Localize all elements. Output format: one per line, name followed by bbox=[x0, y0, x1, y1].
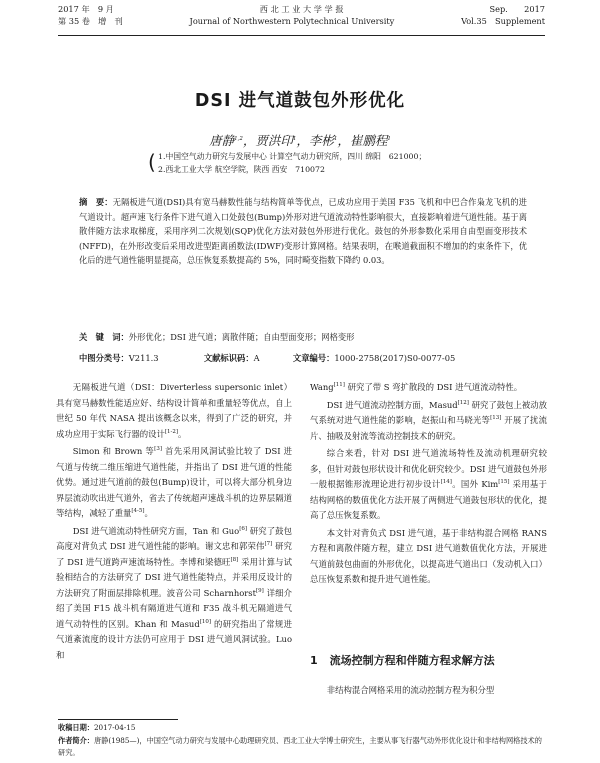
section-title: 流场控制方程和伴随方程求解方法 bbox=[329, 654, 495, 667]
author-bio-label: 作者简介： bbox=[58, 735, 94, 745]
left-paragraph-2: Simon 和 Brown 等[3] 首先采用风洞试验比较了 DSI 进气道与传统二维压缩进气道性能，并指出了 DSI 进气道的性能优势。通过进气道前的鼓包(Bump)设计，可以将大部分机身边界层流动吹出进气道外，省去了传统超声速战斗机的边界层隔道等结构，减轻了重量[4-5]。 bbox=[56, 446, 293, 518]
author-list: 唐静$^{1,2}$，贾洪印$^1$，李彬$^1$，崔鹏程$^1$ bbox=[209, 133, 391, 148]
author-bio-text: 唐静(1985—)，中国空气动力研究与发展中心助理研究员、西北工业大学博士研究生，主要从事飞行器气动外形优化设计和非结构网格技术的研究。 bbox=[58, 735, 542, 757]
keywords-label: 关 键 词： bbox=[79, 332, 129, 342]
affiliation-brace: ( bbox=[148, 150, 156, 174]
header-journal-cn: 西 北 工 业 大 学 学 报 bbox=[259, 4, 344, 14]
header-date: 2017 年 9 月 bbox=[58, 4, 114, 14]
classification-line bbox=[79, 352, 527, 364]
header-journal-en: Journal of Northwestern Polytechnical University bbox=[189, 16, 395, 26]
abstract-text: 无隔板进气道(DSI)具有宽马赫数性能与结构简单等优点，已成功应用于美国 F35 飞机和中巴合作枭龙飞机的进气道设计。超声速飞行条件下进气道入口处鼓包(Bump)外形对进气道流动特性影响很大，直接影响着进气道性能。基于离散伴随方法求取梯度，采用序列二次规划(SQP)优化方法对鼓包外形进行优化。鼓包的外形参数化采用自由型面变形技术(NFFD)，在外形改变后采用改进型距离函数法(IDWF)变形计算网格。结果表明，在喉道截面积不增加的约束条件下，优化后的进气道性能明显提高，总压恢复系数提高约 5%，同时畸变指数下降约 0.03。 bbox=[79, 197, 527, 265]
affiliation-2: 2.西北工业大学 航空学院，陕西 西安 710072 bbox=[158, 165, 325, 174]
left-paragraph-1: 无隔板进气道（DSI：Diverterless supersonic inlet）具有宽马赫数性能适应好、结构设计简单和重量轻等优点，自上世纪 50 年代 NASA 提出该概念以来，得到了广泛的研究，并成功应用于实际飞行器的设计[1-2]。 bbox=[56, 382, 292, 439]
received-label: 收稿日期： bbox=[58, 723, 94, 732]
doc-code-value: A bbox=[253, 353, 260, 363]
abstract bbox=[79, 195, 527, 268]
footnote bbox=[58, 719, 548, 760]
clc-label: 中图分类号： bbox=[79, 353, 129, 363]
header-date-en: Sep. 2017 bbox=[489, 4, 545, 14]
running-header bbox=[58, 3, 545, 37]
right-paragraph-2: DSI 进气道流动控制方面，Masud[12] 研究了鼓包上被动放气系统对进气道性能的影响，赵振山和马晓光等[13] 开展了扰流片、抽吸及射流等流动控制技术的研究。 bbox=[310, 399, 547, 441]
right-paragraph-4: 本文针对背负式 DSI 进气道，基于非结构混合网格 RANS 方程和离散伴随方程，建立 DSI 进气道数值优化方法，开展进气道前鼓包曲面的外形优化，以提高进气道出口（发动机入口）总压恢复系数和提升进气道性能。 bbox=[310, 527, 547, 584]
header-volume: 第 35 卷 增 刊 bbox=[58, 16, 123, 26]
author-bio bbox=[58, 735, 548, 760]
section-number: 1 bbox=[310, 654, 318, 667]
header-volume-en: Vol.35 Supplement bbox=[461, 16, 545, 26]
affiliations bbox=[148, 150, 478, 176]
left-paragraph-3: DSI 进气道流动特性研究方面，Tan 和 Guo[6] 研究了鼓包高度对背负式 DSI 进气道性能的影响。谢文忠和郭荣伟[7] 研究了 DSI 进气道跨声速流场特性。李博和梁德旺[8] 采用计算与试验相结合的方法研究了 DSI 进气道性能特点，并采用反设计的方法研究了附面层排除机理。波音公司 Scharnhorst[9] 详细介绍了美国 F15 战斗机有隔道进气道和 F35 战斗机无隔道进气道气动特性的区别。Khan 和 Masud[10] 的研究指出了常规进气道紊流度的设计方法仍可应用于 DSI 进气道风洞试验。Luo 和 bbox=[56, 525, 293, 660]
doc-code-label: 文献标识码： bbox=[203, 353, 254, 363]
keywords bbox=[79, 330, 527, 344]
body-right-column bbox=[310, 380, 547, 588]
article-no-label: 文章编号： bbox=[292, 353, 335, 363]
article-no-value: 1000-2758(2017)S0-0077-05 bbox=[334, 353, 456, 363]
body-left-column bbox=[56, 380, 292, 663]
section-heading bbox=[310, 652, 547, 668]
right-paragraph-3: 综合来看，针对 DSI 进气道流场特性及流动机理研究较多，但针对鼓包形状设计和优化研究较少。DSI 进气道鼓包外形一般根据锥形流理论进行初步设计[14]。国外 Kim[15] 采用基于结构网格的数值优化方法开展了两侧进气道鼓包形状的优化，提高了总压恢复系数。 bbox=[310, 448, 548, 520]
clc-value: V211.3 bbox=[128, 353, 159, 363]
paper-title: DSI 进气道鼓包外形优化 bbox=[194, 91, 406, 111]
affiliation-1: 1.中国空气动力研究与发展中心 计算空气动力研究所，四川 绵阳 621000； bbox=[158, 152, 427, 161]
abstract-label: 摘 要： bbox=[79, 197, 113, 207]
received-date bbox=[58, 722, 548, 735]
keywords-text: 外形优化；DSI 进气道；离散伴随；自由型面变形；网格变形 bbox=[128, 332, 355, 342]
right-paragraph-1: Wang[11] 研究了带 S 弯扩散段的 DSI 进气道流动特性。 bbox=[310, 382, 523, 392]
footnote-rule bbox=[58, 719, 178, 720]
header-rule bbox=[58, 35, 545, 36]
section-first-line: 非结构混合网格采用的流动控制方程为积分型 bbox=[326, 685, 495, 695]
received-value: 2017-04-15 bbox=[93, 723, 136, 732]
